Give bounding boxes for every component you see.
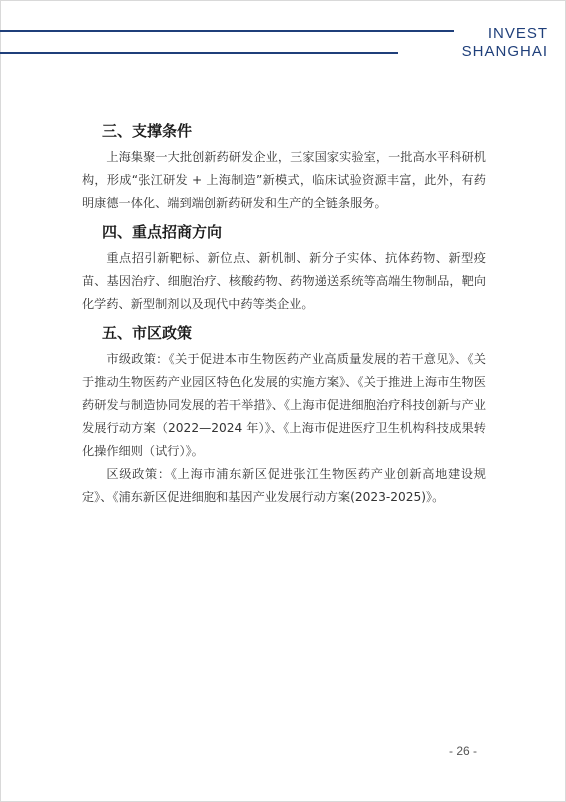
header-rule-bottom xyxy=(0,52,398,54)
section-title-policies: 五、市区政策 xyxy=(102,324,193,342)
section-title-investment-direction: 四、重点招商方向 xyxy=(102,223,223,241)
paragraph-support: 上海集聚一大批创新药研发企业，三家国家实验室，一批高水平科研机构，形成“张江研发 + 上海制造”新模式，临床试验资源丰富，此外，有药明康德一体化、端到端创新药研发和生产的全链条服务。 xyxy=(82,150,486,210)
paragraph-district-policies: 区级政策：《上海市浦东新区促进张江生物医药产业创新高地建设规定》、《浦东新区促进细胞和基因产业发展行动方案(2023-2025)》。 xyxy=(82,467,486,504)
section-title-support: 三、支撑条件 xyxy=(102,122,193,140)
document-body xyxy=(82,120,486,509)
header-rule-top xyxy=(0,30,454,32)
paragraph-city-policies: 市级政策：《关于促进本市生物医药产业高质量发展的若干意见》、《关于推动生物医药产业园区特色化发展的实施方案》、《关于推进上海市生物医药研发与制造协同发展的若干举措》、《上海市促进细胞治疗科技创新与产业发展行动方案（2022—2024 年）》、《上海市促进医疗卫生机构科技成果转化操作细则（试行）》。 xyxy=(82,352,486,458)
page-number: - 26 - xyxy=(449,744,478,758)
brand-shanghai: SHANGHAI xyxy=(461,43,548,60)
brand-invest: INVEST xyxy=(487,25,548,42)
paragraph-investment-direction: 重点招引新靶标、新位点、新机制、新分子实体、抗体药物、新型疫苗、基因治疗、细胞治疗、核酸药物、药物递送系统等高端生物制品，靶向化学药、新型制剂以及现代中药等类企业。 xyxy=(82,251,486,311)
